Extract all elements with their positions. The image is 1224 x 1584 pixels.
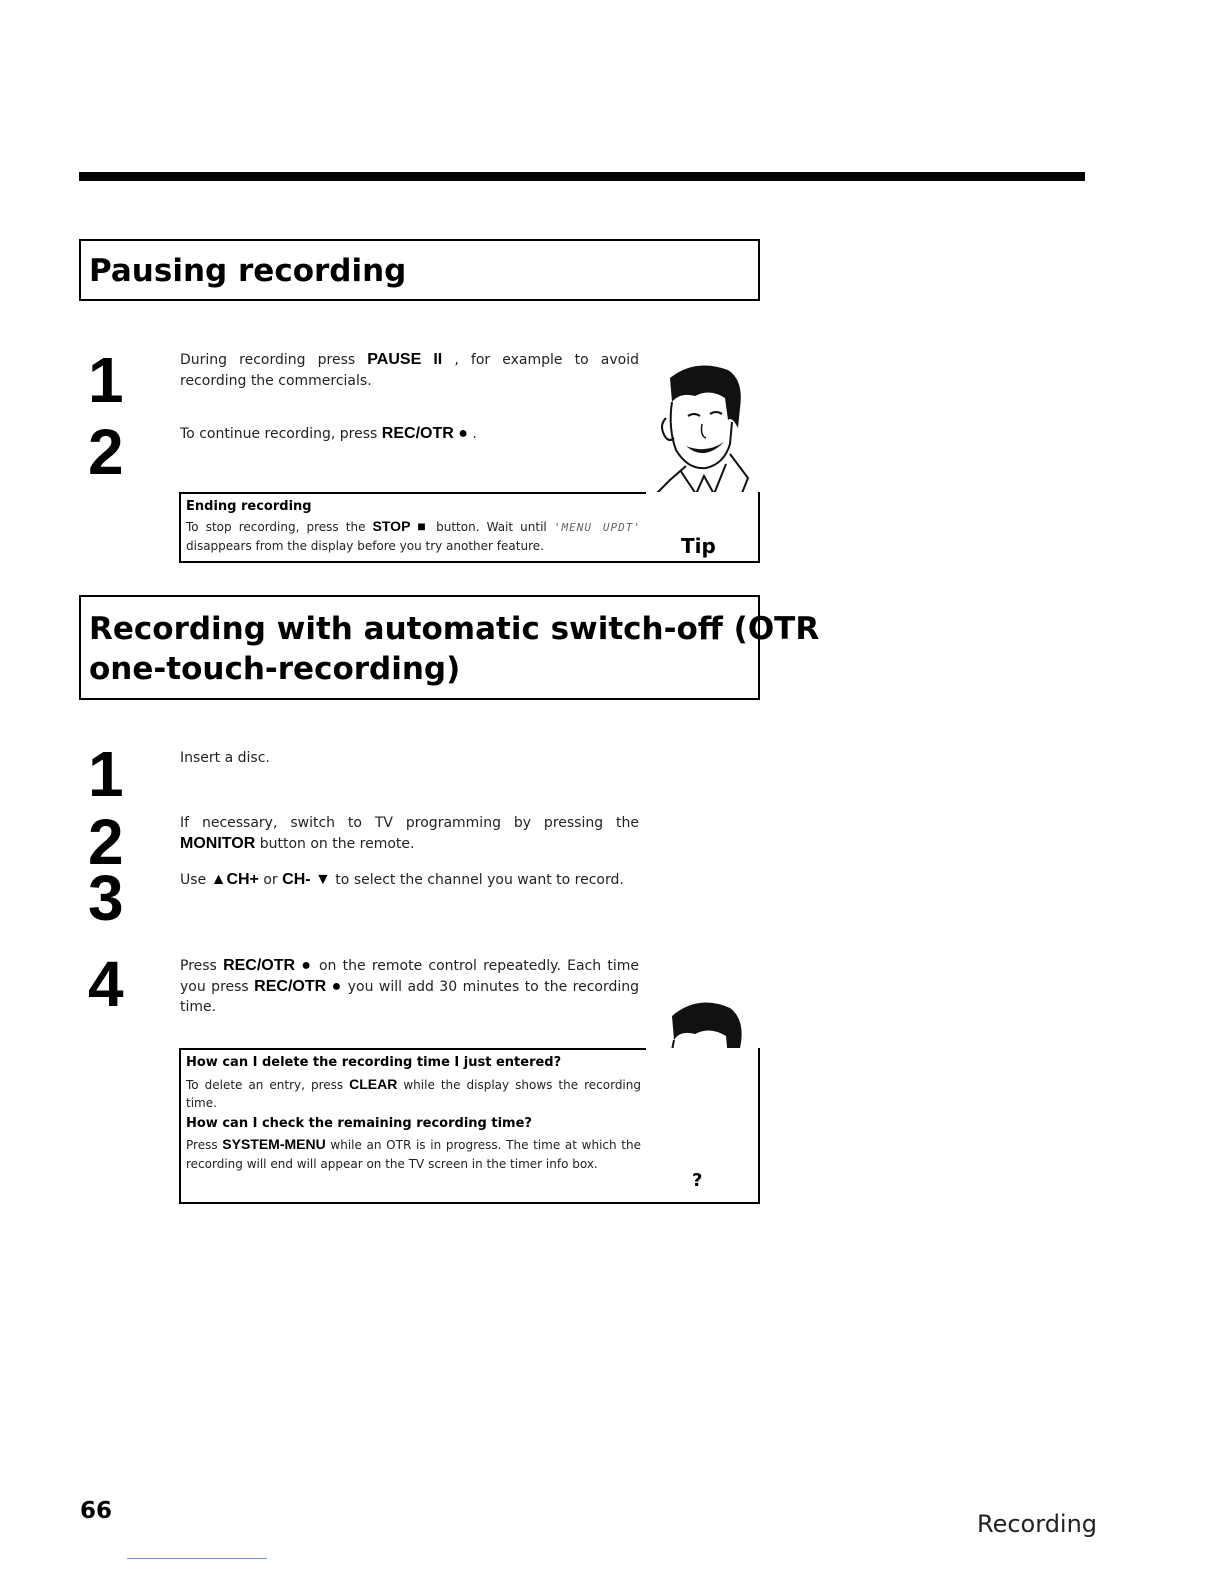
key-label: MONITOR (180, 834, 256, 852)
key-label: SYSTEM-MENU (222, 1136, 326, 1152)
faq-label: ? (692, 1170, 703, 1191)
display-text: 'MENU UPDT' (553, 520, 641, 534)
key-label: STOP ■ (372, 517, 430, 534)
faq-question: How can I check the remaining recording time? (186, 1115, 532, 1131)
tip-label: Tip (681, 534, 716, 558)
key-label: CH- ▼ (282, 871, 331, 888)
step-text: Press REC/OTR ● on the remote control repeatedly. Each time you press REC/OTR ● you will add 30 minutes to the recording time. (180, 957, 639, 1015)
step-number: 3 (88, 862, 124, 934)
faq-answer: Press SYSTEM-MENU while an OTR is in progress. The time at which the recording will end will appear on the TV screen in the timer info box. (186, 1136, 641, 1171)
faq-box (179, 1048, 760, 1204)
step-number: 2 (88, 416, 124, 488)
step-text: To continue recording, press REC/OTR ● . (180, 425, 477, 442)
section-title-pausing: Pausing recording (89, 253, 407, 289)
bottom-divider (127, 1558, 267, 1559)
chapter-title: Recording (977, 1510, 1098, 1538)
faq-answer: To delete an entry, press CLEAR while the display shows the recording time. (186, 1075, 641, 1110)
section-title-otr-line2: one-touch-recording) (89, 651, 461, 687)
section-heading-box (79, 595, 820, 700)
key-label: REC/OTR ● (381, 425, 468, 442)
key-label: REC/OTR ● (223, 957, 313, 974)
step-number: 2 (88, 806, 124, 878)
step-text: If necessary, switch to TV programming by pressing the MONITOR button on the remote. (180, 815, 639, 852)
key-label: PAUSE II (367, 351, 443, 368)
step-text: Insert a disc. (180, 750, 270, 766)
key-label: CLEAR (349, 1075, 398, 1092)
step-text: During recording press PAUSE II , for example to avoid recording the commercials. (180, 351, 639, 389)
top-rule (79, 172, 1085, 181)
page-number: 66 (80, 1498, 113, 1524)
step-number: 1 (88, 344, 124, 416)
faq-question: How can I delete the recording time I just entered? (186, 1055, 562, 1070)
key-label: ▲CH+ (210, 871, 259, 888)
tip-box (179, 492, 760, 563)
step-number: 1 (88, 738, 124, 810)
tip-top-line (181, 492, 646, 494)
faq-top-line (181, 1048, 646, 1050)
step-text: Use ▲CH+ or CH- ▼ to select the channel you want to record. (180, 871, 624, 888)
tip-title: Ending recording (186, 499, 312, 514)
tip-text: To stop recording, press the STOP ■ button. Wait until 'MENU UPDT' disappears from the display before you try another feature. (186, 517, 641, 553)
section-title-otr-line1: Recording with automatic switch-off (OTR (89, 611, 820, 647)
section-heading-box (79, 239, 760, 301)
key-label: REC/OTR ● (254, 977, 343, 995)
step-number: 4 (88, 948, 124, 1020)
